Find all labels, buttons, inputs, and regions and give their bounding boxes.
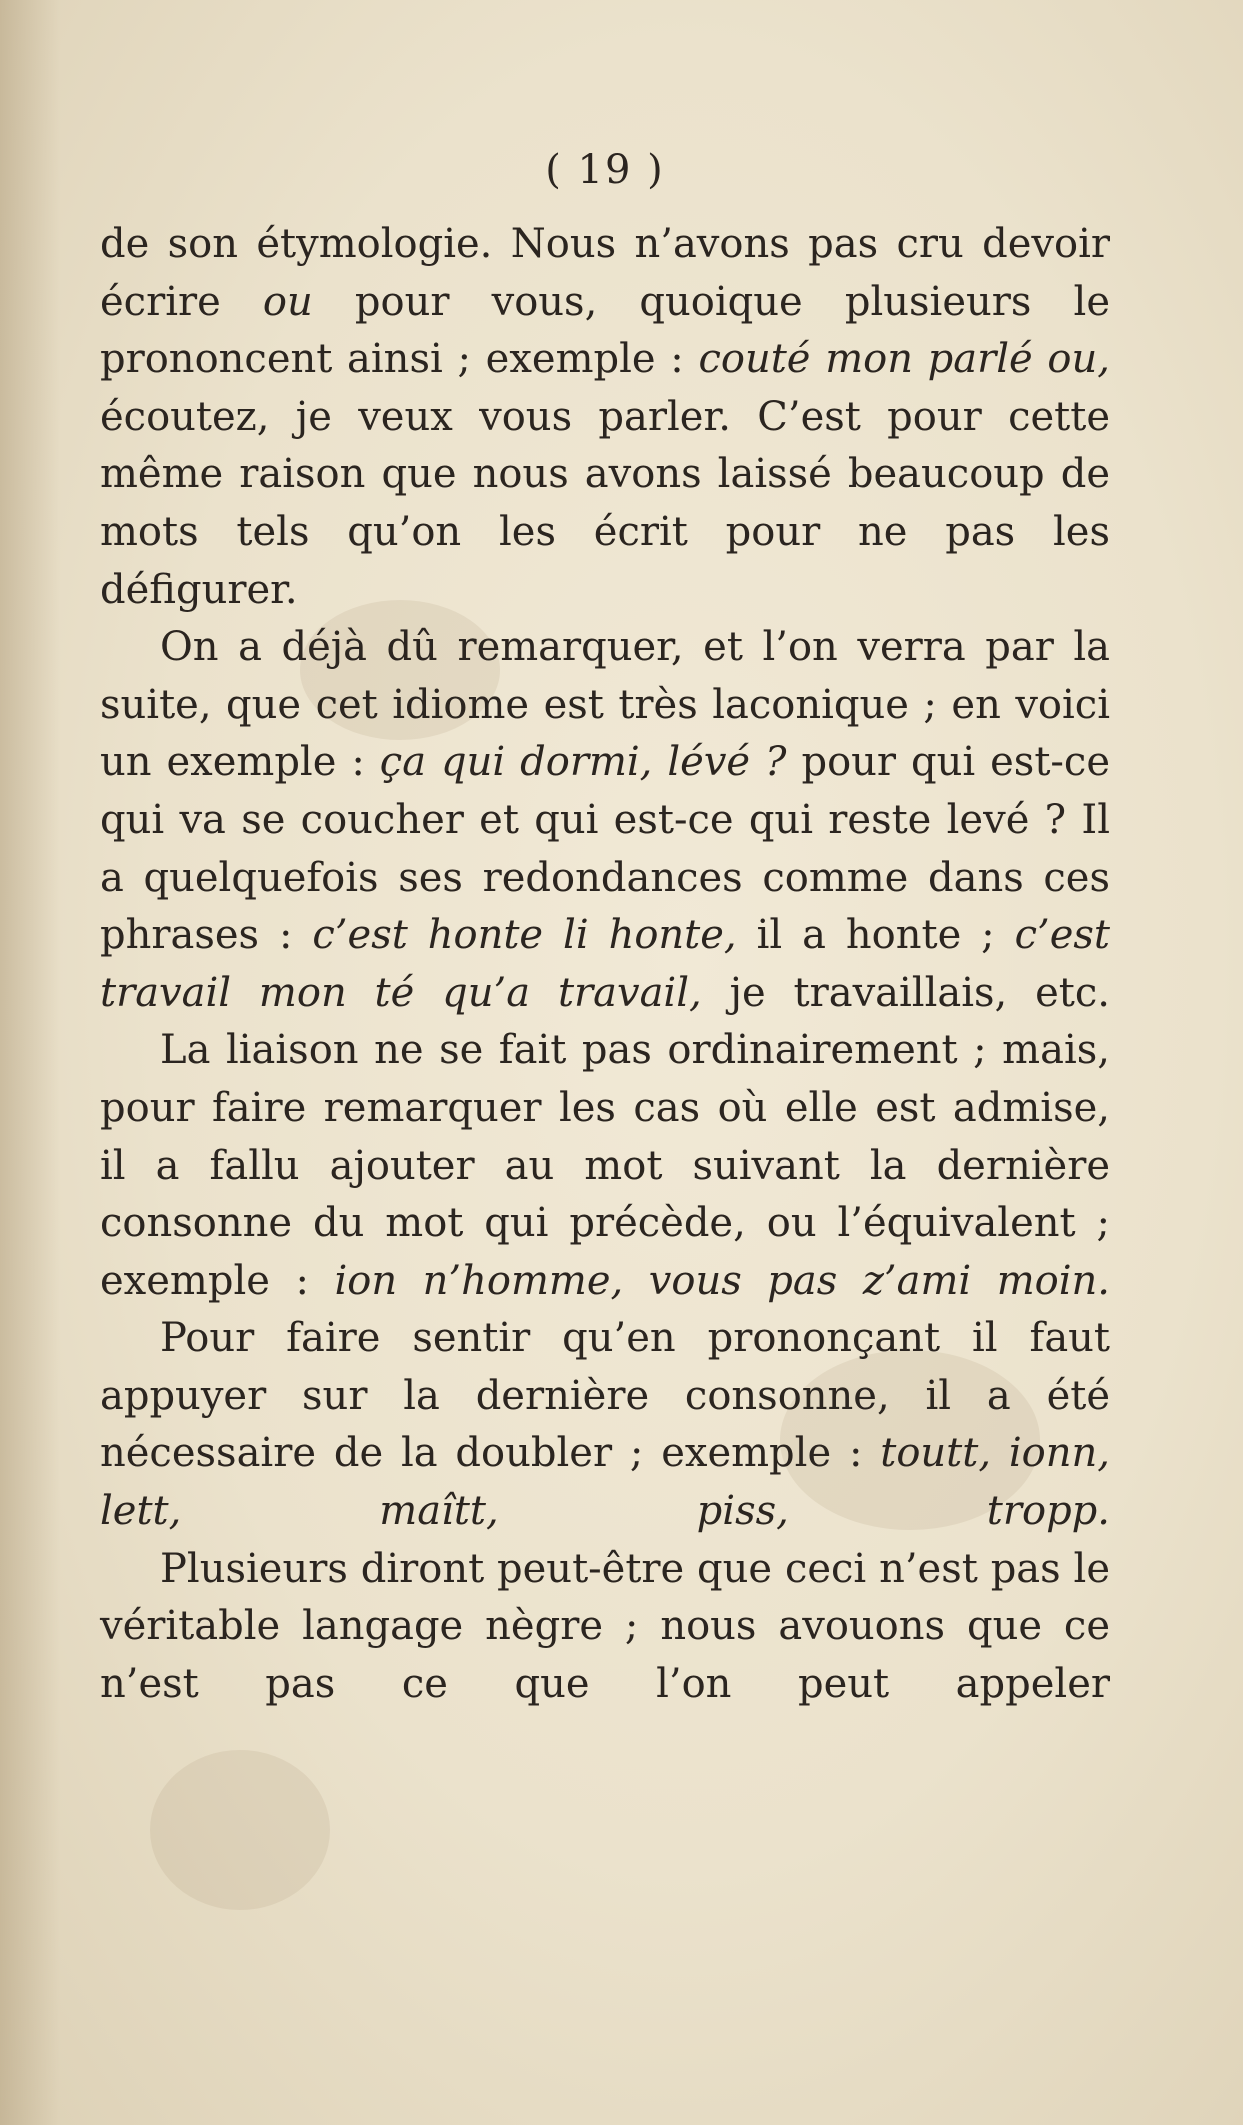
paragraph: [100, 1541, 1110, 1714]
italic-text-run: ou: [262, 278, 313, 325]
paragraph: [100, 619, 1110, 1022]
paragraph: [100, 1310, 1110, 1540]
paragraph: [100, 1022, 1110, 1310]
italic-text-run: c’est travail mon té qu’a travail,: [100, 912, 1110, 1016]
page-edge-shading: [0, 0, 60, 2125]
text-run: il a honte ;: [736, 912, 1015, 959]
paper-stain: [150, 1750, 330, 1910]
page-number: ( 19 ): [545, 147, 665, 193]
text-block: [100, 130, 1110, 1713]
text-run: je travaillais, etc.: [701, 969, 1110, 1016]
text-run: pour vous, quoique plusieurs le prononcent ainsi ; exemple :: [100, 278, 1110, 383]
text-run: La liaison ne se fait pas ordinairement ; mais, pour faire remarquer les cas où elle est admise, il a fallu ajouter au mot suivant la dernière consonne du mot qui précède, ou l’équivalent ; exemple :: [100, 1027, 1110, 1304]
text-run: écoutez, je veux vous parler. C’est pour cette même raison que nous avons laissé beaucoup de mots tels qu’on les écrit pour ne pas les défigurer.: [100, 393, 1110, 613]
italic-text-run: couté mon parlé ou,: [698, 336, 1110, 383]
text-run: Plusieurs diront peut-être que ceci n’est pas le véritable langage nègre ; nous avouons que ce n’est pas ce que l’on peut appeler: [100, 1545, 1110, 1707]
paragraph: [100, 216, 1110, 619]
text-run: On a déjà dû remarquer, et l’on verra par la suite, que cet idiome est très laconique ; en voici un exemple :: [100, 624, 1110, 786]
italic-text-run: ça qui dormi, lévé ?: [379, 739, 787, 786]
text-run: de son étymologie. Nous n’avons pas cru devoir écrire: [100, 221, 1110, 325]
italic-text-run: c’est honte li honte,: [312, 912, 737, 959]
italic-text-run: ion n’homme, vous pas z’ami moin.: [334, 1257, 1111, 1304]
text-run: Pour faire sentir qu’en prononçant il faut appuyer sur la dernière consonne, il a été nécessaire de la doubler ; exemple :: [100, 1315, 1110, 1477]
text-run: pour qui est-ce qui va se coucher et qui est-ce qui reste levé ? Il a quelquefois ses redondances comme dans ces phrases :: [100, 739, 1110, 959]
italic-text-run: toutt, ionn, lett, maîtt, piss, tropp.: [100, 1430, 1110, 1535]
